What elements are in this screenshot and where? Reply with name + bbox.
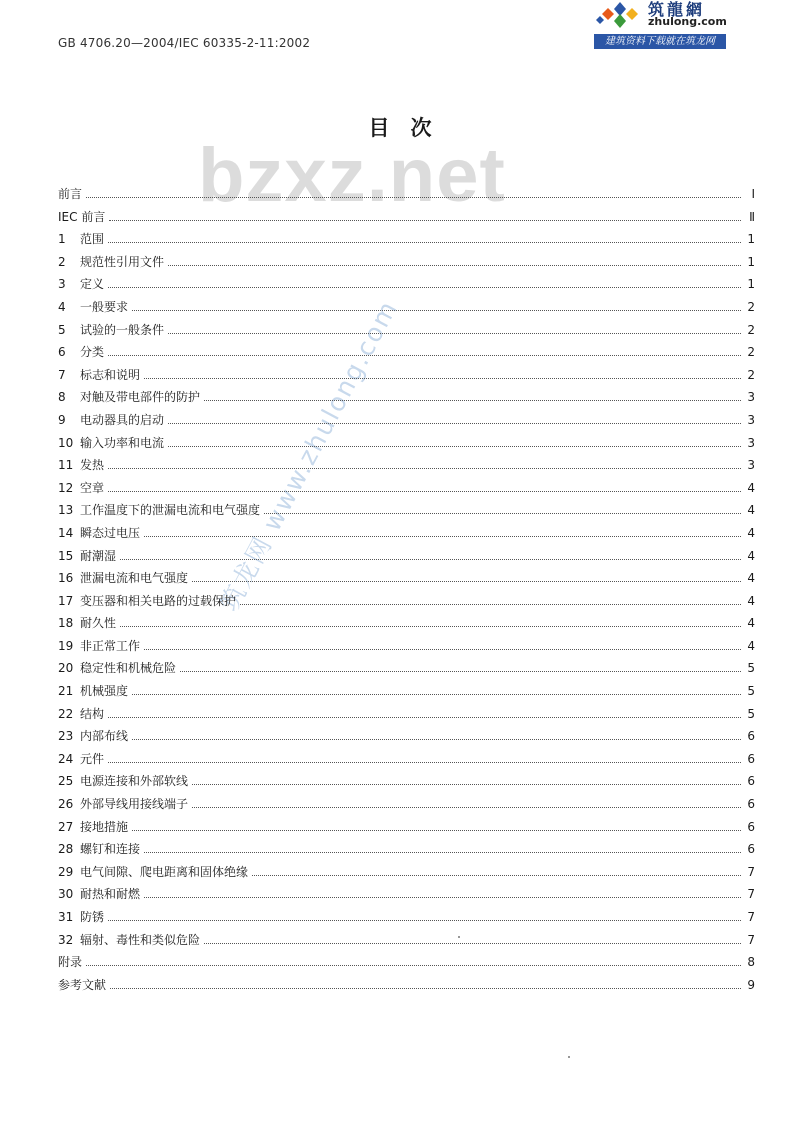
toc-entry-page: 3 — [747, 412, 755, 427]
toc-entry[interactable] — [58, 275, 755, 298]
toc-entry-title: 附录 — [58, 955, 83, 970]
toc-entry-title: 外部导线用接线端子 — [80, 797, 189, 812]
toc-entry[interactable] — [58, 253, 755, 276]
toc-entry-title: 耐热和耐燃 — [80, 887, 141, 902]
toc-leader-dots — [108, 717, 741, 718]
toc-leader-dots — [108, 491, 741, 492]
toc-entry[interactable] — [58, 298, 755, 321]
toc-entry-title: 定义 — [80, 277, 105, 292]
toc-entry-number: 26 — [58, 797, 74, 812]
toc-entry-number: 11 — [58, 458, 74, 473]
toc-leader-dots — [204, 400, 741, 401]
toc-leader-dots — [132, 739, 741, 740]
toc-entry-page: 8 — [747, 955, 755, 970]
toc-entry-title: 机械强度 — [80, 684, 129, 699]
toc-entry[interactable] — [58, 908, 755, 931]
toc-entry[interactable] — [58, 863, 755, 886]
toc-entry-title: 螺钉和连接 — [80, 842, 141, 857]
toc-entry[interactable] — [58, 750, 755, 773]
toc-leader-dots — [86, 197, 741, 198]
toc-entry-number: 12 — [58, 480, 74, 495]
toc-entry[interactable] — [58, 547, 755, 570]
toc-entry-title: 稳定性和机械危险 — [80, 661, 177, 676]
logo-mark-icon — [596, 0, 644, 28]
toc-leader-dots — [144, 649, 741, 650]
toc-entry[interactable] — [58, 840, 755, 863]
toc-entry-page: 4 — [747, 571, 755, 586]
toc-leader-dots — [132, 830, 741, 831]
toc-entry-title: 电气间隙、爬电距离和固体绝缘 — [80, 864, 249, 879]
toc-entry[interactable] — [58, 479, 755, 502]
toc-entry-title: 电动器具的启动 — [80, 412, 165, 427]
toc-entry-number: 2 — [58, 254, 66, 269]
toc-leader-dots — [252, 875, 741, 876]
toc-entry-title: 试验的一般条件 — [80, 322, 165, 337]
toc-entry-number: 16 — [58, 571, 74, 586]
toc-entry-number: 6 — [58, 345, 66, 360]
toc-leader-dots — [108, 920, 741, 921]
toc-leader-dots — [240, 604, 741, 605]
toc-leader-dots — [144, 378, 741, 379]
toc-entry[interactable] — [58, 230, 755, 253]
toc-leader-dots — [168, 265, 741, 266]
toc-entry[interactable] — [58, 705, 755, 728]
toc-entry[interactable] — [58, 818, 755, 841]
toc-entry-page: 1 — [747, 254, 755, 269]
logo-banner: 建筑资料下载就在筑龙网 — [594, 34, 726, 49]
toc-entry-title: 输入功率和电流 — [80, 435, 165, 450]
toc-leader-dots — [109, 220, 741, 221]
toc-leader-dots — [108, 468, 741, 469]
toc-entry-number: 3 — [58, 277, 66, 292]
toc-heading: 目 次 — [368, 116, 432, 140]
toc-entry-title: 参考文献 — [58, 977, 107, 992]
toc-entry-number: 31 — [58, 910, 74, 924]
toc-entry-title: 结构 — [80, 706, 105, 721]
toc-entry-number: 7 — [58, 367, 66, 382]
toc-entry[interactable] — [58, 637, 755, 660]
toc-entry-title: 内部布线 — [80, 729, 129, 744]
toc-leader-dots — [264, 513, 741, 514]
toc-entry-number: 5 — [58, 322, 66, 337]
toc-entry-number: 32 — [58, 932, 74, 947]
table-of-contents — [58, 185, 755, 998]
toc-entry-page: 2 — [747, 322, 755, 337]
toc-entry-number: 8 — [58, 390, 66, 405]
toc-leader-dots — [120, 626, 741, 627]
toc-entry-page: 7 — [747, 887, 755, 902]
toc-entry-number: 1 — [58, 232, 66, 247]
toc-entry[interactable] — [58, 614, 755, 637]
toc-entry-number: 23 — [58, 729, 74, 744]
toc-entry-title: 规范性引用文件 — [80, 254, 165, 269]
toc-entry-title: 瞬态过电压 — [80, 525, 141, 540]
toc-entry-number: 21 — [58, 684, 74, 699]
scan-speck — [568, 1056, 570, 1058]
toc-leader-dots — [132, 694, 741, 695]
toc-entry-number: 4 — [58, 299, 66, 314]
toc-leader-dots — [132, 310, 741, 311]
toc-entry[interactable] — [58, 931, 755, 954]
toc-entry-page: 4 — [747, 593, 755, 608]
toc-leader-dots — [110, 988, 741, 989]
toc-entry[interactable] — [58, 501, 755, 524]
toc-entry[interactable] — [58, 524, 755, 547]
toc-entry-title: 防锈 — [80, 910, 105, 924]
toc-leader-dots — [168, 333, 741, 334]
toc-leader-dots — [168, 446, 741, 447]
toc-entry-title: 变压器和相关电路的过载保护 — [80, 593, 237, 608]
toc-entry-number: 15 — [58, 548, 74, 563]
toc-entry-number: 22 — [58, 706, 74, 721]
toc-entry-title: 范围 — [80, 232, 105, 247]
toc-entry-number: 30 — [58, 887, 74, 902]
toc-entry[interactable] — [58, 321, 755, 344]
toc-entry-page: 5 — [747, 684, 755, 699]
toc-entry[interactable] — [58, 343, 755, 366]
toc-entry-page: Ⅱ — [749, 209, 755, 224]
toc-entry-page: 4 — [747, 503, 755, 518]
toc-leader-dots — [86, 965, 741, 966]
toc-leader-dots — [192, 581, 741, 582]
toc-entry-page: 6 — [747, 774, 755, 789]
toc-entry-page: 5 — [747, 706, 755, 721]
toc-entry[interactable] — [58, 682, 755, 705]
logo-name: 筑龍網 — [648, 0, 706, 19]
toc-entry[interactable] — [58, 727, 755, 750]
toc-entry[interactable] — [58, 885, 755, 908]
toc-entry-page: 1 — [747, 277, 755, 292]
toc-entry-title: 前言 — [58, 187, 83, 201]
toc-leader-dots — [180, 671, 741, 672]
toc-leader-dots — [192, 784, 741, 785]
toc-entry-page: 7 — [747, 864, 755, 879]
toc-entry-page: 7 — [747, 932, 755, 947]
toc-leader-dots — [108, 287, 741, 288]
toc-entry-page: 6 — [747, 797, 755, 812]
logo-domain: zhulong.com — [648, 15, 727, 28]
toc-entry[interactable] — [58, 976, 755, 999]
toc-entry-page: 2 — [747, 345, 755, 360]
toc-entry-number: 28 — [58, 842, 74, 857]
watermark-bzxz: bzxz.net — [198, 133, 506, 218]
toc-entry-page: 7 — [747, 910, 755, 924]
toc-entry-title: 接地措施 — [80, 819, 129, 834]
toc-entry-title: 标志和说明 — [80, 367, 141, 382]
toc-entry-page: 2 — [747, 367, 755, 382]
toc-entry[interactable] — [58, 795, 755, 818]
toc-entry-title: 对触及带电部件的防护 — [80, 390, 201, 405]
toc-entry-title: 耐潮湿 — [80, 548, 117, 563]
toc-entry-title: 电源连接和外部软线 — [80, 774, 189, 789]
toc-entry[interactable] — [58, 388, 755, 411]
toc-entry[interactable] — [58, 456, 755, 479]
toc-leader-dots — [108, 762, 741, 763]
toc-leader-dots — [144, 536, 741, 537]
toc-leader-dots — [192, 807, 741, 808]
toc-entry-page: 6 — [747, 819, 755, 834]
toc-entry-title: 耐久性 — [80, 616, 117, 631]
toc-entry[interactable] — [58, 411, 755, 434]
standard-number: GB 4706.20—2004/IEC 60335-2-11:2002 — [58, 36, 311, 50]
toc-leader-dots — [120, 559, 741, 560]
toc-entry-number: 27 — [58, 819, 74, 834]
toc-entry-title: 发热 — [80, 458, 105, 473]
toc-entry-page: 6 — [747, 842, 755, 857]
toc-leader-dots — [144, 852, 741, 853]
toc-entry-number: 14 — [58, 525, 74, 540]
toc-entry-title: 分类 — [80, 345, 105, 360]
toc-leader-dots — [168, 423, 741, 424]
toc-entry-title: 空章 — [80, 480, 105, 495]
toc-entry-number: 10 — [58, 435, 74, 450]
toc-entry-page: 3 — [747, 390, 755, 405]
toc-leader-dots — [144, 897, 741, 898]
toc-entry[interactable] — [58, 185, 755, 208]
scan-speck — [458, 936, 460, 938]
toc-entry-number: 18 — [58, 616, 74, 631]
toc-entry-number: 13 — [58, 503, 74, 518]
toc-entry-page: 4 — [747, 480, 755, 495]
watermark-zhulong: 筑龙网 www.zhulong.com — [214, 295, 404, 616]
toc-entry-page: 4 — [747, 525, 755, 540]
toc-entry-title: 非正常工作 — [80, 638, 141, 653]
toc-entry-number: 17 — [58, 593, 74, 608]
toc-entry[interactable] — [58, 208, 755, 231]
toc-entry[interactable] — [58, 569, 755, 592]
toc-entry-page: 6 — [747, 729, 755, 744]
toc-entry-page: 2 — [747, 299, 755, 314]
toc-entry-page: 4 — [747, 548, 755, 563]
toc-entry-number: 24 — [58, 751, 74, 766]
toc-entry-number: 25 — [58, 774, 74, 789]
toc-entry[interactable] — [58, 366, 755, 389]
toc-entry-number: 29 — [58, 864, 74, 879]
toc-entry-page: 4 — [747, 638, 755, 653]
toc-entry-number: 19 — [58, 638, 74, 653]
toc-entry[interactable] — [58, 659, 755, 682]
toc-entry-title: 一般要求 — [80, 299, 129, 314]
toc-entry-page: 1 — [747, 232, 755, 247]
toc-entry[interactable] — [58, 772, 755, 795]
toc-entry-title: 辐射、毒性和类似危险 — [80, 932, 201, 947]
toc-entry-page: I — [751, 187, 755, 201]
toc-entry-title: 泄漏电流和电气强度 — [80, 571, 189, 586]
toc-entry-title: IEC 前言 — [58, 209, 106, 224]
toc-leader-dots — [108, 242, 741, 243]
toc-entry-title: 工作温度下的泄漏电流和电气强度 — [80, 503, 261, 518]
toc-entry-page: 5 — [747, 661, 755, 676]
toc-entry-page: 4 — [747, 616, 755, 631]
zhulong-logo — [594, 0, 726, 52]
toc-entry-page: 9 — [747, 977, 755, 992]
toc-leader-dots — [204, 943, 741, 944]
toc-entry-page: 6 — [747, 751, 755, 766]
toc-entry[interactable] — [58, 953, 755, 976]
toc-entry-number: 20 — [58, 661, 74, 676]
toc-entry-number: 9 — [58, 412, 66, 427]
toc-entry[interactable] — [58, 592, 755, 615]
toc-entry[interactable] — [58, 434, 755, 457]
toc-entry-page: 3 — [747, 458, 755, 473]
toc-entry-page: 3 — [747, 435, 755, 450]
toc-entry-title: 元件 — [80, 751, 105, 766]
toc-leader-dots — [108, 355, 741, 356]
